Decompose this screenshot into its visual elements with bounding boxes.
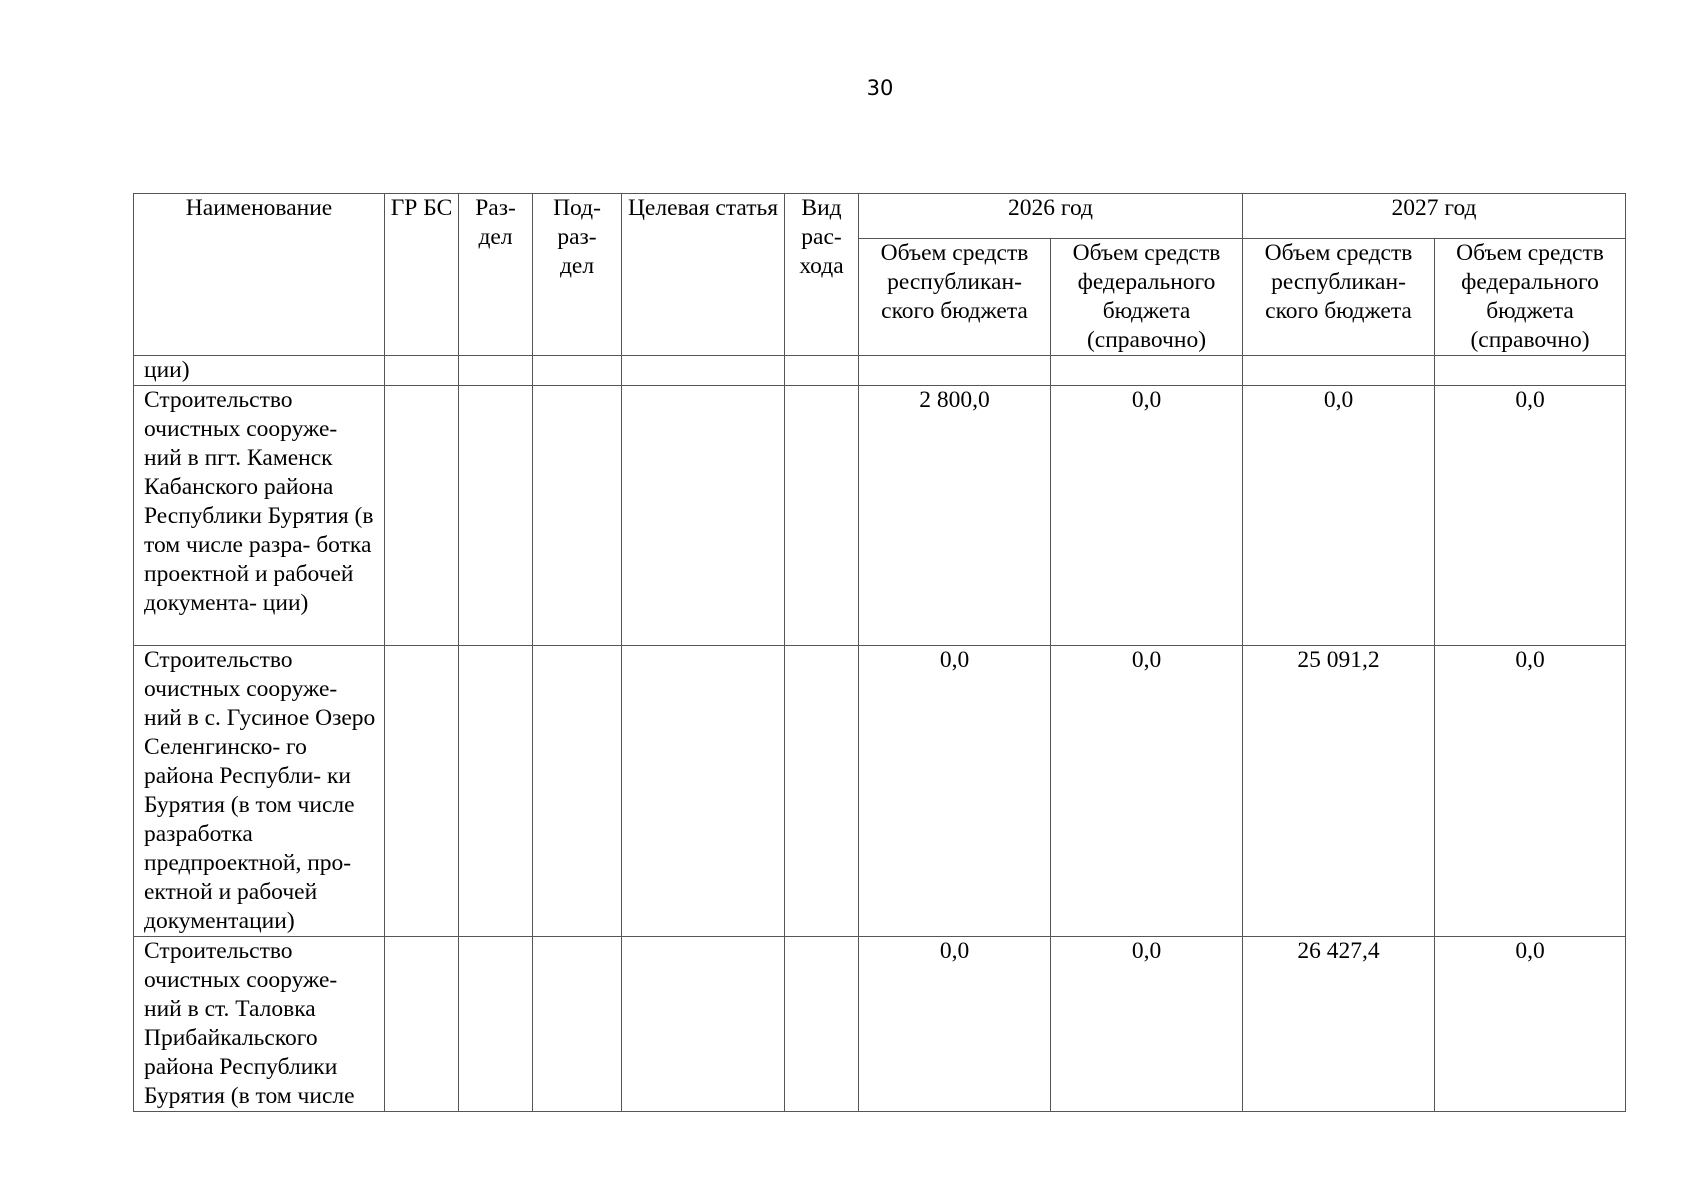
cell-fed-2026: 0,0 — [1051, 937, 1243, 1112]
table-row — [134, 386, 1626, 646]
cell-fed-2026: 0,0 — [1051, 646, 1243, 937]
cell-fed-2026: 0,0 — [1051, 386, 1243, 646]
cell-rep-2026: 0,0 — [859, 937, 1051, 1112]
cell-name: ции) — [134, 356, 385, 386]
cell-name: Строительство очистных сооруже- ний в с. Гусиное Озеро Селенгинско- го района Республи- ки Бурятия (в том числе разработка предпроектной, про- ектной и рабочей документации) — [134, 646, 385, 937]
cell-name: Строительство очистных сооруже- ний в ст. Таловка Прибайкальского района Республики Бурятия (в том числе — [134, 937, 385, 1112]
cell-rep-2026 — [859, 356, 1051, 386]
cell-rep-2027 — [1243, 356, 1435, 386]
cell-target — [622, 937, 785, 1112]
header-year-2026: 2026 год — [859, 194, 1243, 239]
cell-subsection — [533, 937, 622, 1112]
cell-target — [622, 356, 785, 386]
header-row-years — [134, 194, 1626, 239]
cell-rep-2027: 25 091,2 — [1243, 646, 1435, 937]
cell-fed-2027: 0,0 — [1435, 646, 1626, 937]
cell-name: Строительство очистных сооруже- ний в пгт. Каменск Кабанского района Республики Бурятия (в том числе разра- ботка проектной и рабочей документа- ции) — [134, 386, 385, 646]
cell-grbs — [385, 356, 459, 386]
header-grbs: ГР БС — [385, 194, 459, 356]
cell-rep-2026: 0,0 — [859, 646, 1051, 937]
budget-table — [133, 193, 1626, 1112]
cell-section — [459, 356, 533, 386]
header-target-article: Целевая статья — [622, 194, 785, 356]
header-expense-type: Вид рас- хода — [785, 194, 859, 356]
cell-expense-type — [785, 386, 859, 646]
page-number: 30 — [866, 76, 894, 100]
table-row-continuation — [134, 356, 1626, 386]
header-subsection: Под- раз- дел — [533, 194, 622, 356]
header-name: Наименование — [134, 194, 385, 356]
cell-rep-2026: 2 800,0 — [859, 386, 1051, 646]
cell-section — [459, 937, 533, 1112]
cell-fed-2027 — [1435, 356, 1626, 386]
header-year-2027: 2027 год — [1243, 194, 1626, 239]
header-section: Раз- дел — [459, 194, 533, 356]
cell-target — [622, 386, 785, 646]
cell-fed-2026 — [1051, 356, 1243, 386]
cell-grbs — [385, 937, 459, 1112]
cell-fed-2027: 0,0 — [1435, 937, 1626, 1112]
cell-rep-2027: 26 427,4 — [1243, 937, 1435, 1112]
cell-subsection — [533, 646, 622, 937]
header-federal-2027: Объем средств федерального бюджета (справочно) — [1435, 239, 1626, 356]
table-row — [134, 937, 1626, 1112]
cell-expense-type — [785, 937, 859, 1112]
header-federal-2026: Объем средств федерального бюджета (справочно) — [1051, 239, 1243, 356]
cell-target — [622, 646, 785, 937]
cell-expense-type — [785, 356, 859, 386]
header-republican-2027: Объем средств республикан- ского бюджета — [1243, 239, 1435, 356]
header-republican-2026: Объем средств республикан- ского бюджета — [859, 239, 1051, 356]
cell-grbs — [385, 646, 459, 937]
cell-section — [459, 646, 533, 937]
cell-section — [459, 386, 533, 646]
cell-fed-2027: 0,0 — [1435, 386, 1626, 646]
cell-grbs — [385, 386, 459, 646]
cell-subsection — [533, 356, 622, 386]
cell-expense-type — [785, 646, 859, 937]
cell-subsection — [533, 386, 622, 646]
table-row — [134, 646, 1626, 937]
cell-rep-2027: 0,0 — [1243, 386, 1435, 646]
